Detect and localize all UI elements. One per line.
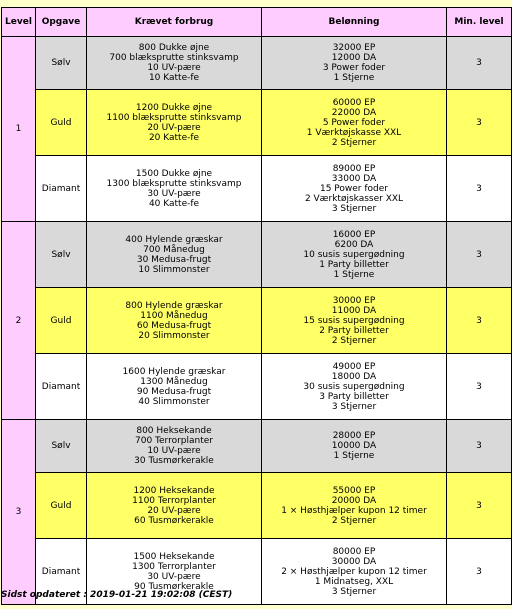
reward-cell [262, 473, 447, 539]
task-cell: Guld [36, 90, 87, 156]
task-cell: Sølv [36, 420, 87, 473]
required-item: 10 UV-pære [147, 446, 201, 456]
reward-item: 15 Power foder [319, 183, 388, 194]
required-item: 10 Slimmonster [138, 264, 210, 275]
table-row [2, 354, 512, 420]
reward-item: 1 Stjerne [333, 451, 375, 461]
last-updated: Sidst opdateret : 2019-01-21 19:02:08 (CEST) [1, 590, 233, 600]
required-item: 40 Katte-fe [148, 198, 200, 209]
reward-item: 1 × Høsthjælper kupon 12 timer [281, 505, 427, 516]
required-cell [87, 37, 262, 90]
required-item: 800 Hylende græskar [125, 300, 223, 311]
required-item: 20 UV-pære [147, 122, 201, 133]
header-level: Level [2, 8, 36, 37]
required-item: 1100 blæksprutte stinksvamp [106, 112, 242, 123]
header-reward: Belønning [262, 8, 447, 37]
required-item: 90 Medusa-frugt [136, 386, 212, 397]
header-task: Opgave [36, 8, 87, 37]
reward-item: 3 Stjerner [331, 586, 377, 597]
task-cell: Diamant [36, 354, 87, 420]
required-item: 30 Tusmørkerakle [134, 456, 214, 466]
required-item: 700 Månedug [143, 244, 205, 255]
reward-item: 33000 DA [331, 173, 377, 184]
required-item: 1200 Heksekande [133, 485, 215, 496]
reward-item: 55000 EP [332, 485, 376, 496]
table-row [2, 420, 512, 473]
level-cell: 3 [2, 420, 36, 605]
reward-cell [262, 90, 447, 156]
required-item: 30 UV-pære [147, 188, 201, 199]
table-row [2, 288, 512, 354]
reward-item: 3 Stjerner [331, 203, 377, 214]
table-row [2, 90, 512, 156]
reward-cell [262, 288, 447, 354]
required-item: 1500 Heksekande [133, 551, 215, 562]
reward-item: 1 Midnatseg, XXL [314, 576, 394, 587]
min-level-cell: 3 [447, 288, 512, 354]
min-level-cell: 3 [447, 354, 512, 420]
required-item: 40 Slimmonster [138, 396, 210, 407]
required-cell [87, 473, 262, 539]
reward-item: 10000 DA [331, 441, 377, 451]
min-level-cell: 3 [447, 420, 512, 473]
reward-item: 18000 DA [331, 371, 377, 382]
reward-item: 3 Party billetter [319, 391, 389, 402]
task-cell: Diamant [36, 156, 87, 222]
min-level-cell: 3 [447, 222, 512, 288]
header-row [2, 8, 512, 37]
reward-item: 2 × Høsthjælper kupon 12 timer [281, 566, 427, 577]
quest-table [1, 7, 512, 605]
required-item: 60 Medusa-frugt [136, 320, 212, 331]
required-item: 60 Tusmørkerakle [134, 515, 214, 526]
min-level-cell: 3 [447, 539, 512, 605]
reward-item: 1 Stjerne [333, 269, 375, 280]
required-item: 30 UV-pære [147, 571, 201, 582]
reward-item: 2 Stjerner [331, 335, 377, 346]
reward-item: 1 Stjerne [333, 73, 375, 83]
reward-cell [262, 420, 447, 473]
required-item: 1500 Dukke øjne [135, 168, 213, 179]
required-item: 1100 Månedug [140, 310, 208, 321]
min-level-cell: 3 [447, 473, 512, 539]
required-item: 1600 Hylende græskar [122, 366, 226, 377]
reward-item: 22000 DA [331, 107, 377, 118]
reward-item: 60000 EP [332, 97, 376, 108]
task-cell: Guld [36, 288, 87, 354]
task-cell: Diamant [36, 539, 87, 605]
table-row [2, 156, 512, 222]
reward-item: 15 susis supergødning [303, 315, 405, 326]
table-row [2, 222, 512, 288]
required-item: 1100 Terrorplanter [132, 495, 216, 506]
required-cell [87, 222, 262, 288]
task-cell: Guld [36, 473, 87, 539]
quest-body [2, 37, 512, 605]
required-item: 1300 blæksprutte stinksvamp [106, 178, 242, 189]
reward-item: 5 Power foder [322, 117, 386, 128]
reward-item: 10 susis supergødning [303, 249, 405, 260]
reward-item: 2 Stjerner [331, 515, 377, 526]
reward-item: 1 Værktøjskasse XXL [306, 127, 402, 138]
min-level-cell: 3 [447, 156, 512, 222]
min-level-cell: 3 [447, 90, 512, 156]
reward-cell [262, 222, 447, 288]
required-cell [87, 354, 262, 420]
required-item: 30 Medusa-frugt [136, 254, 212, 265]
required-item: 10 UV-pære [147, 63, 201, 73]
header-required: Krævet forbrug [87, 8, 262, 37]
reward-item: 30000 DA [331, 556, 377, 567]
reward-item: 30 susis supergødning [303, 381, 405, 392]
required-item: 90 Tusmørkerakle [134, 581, 214, 592]
table-row [2, 37, 512, 90]
reward-item: 6200 DA [334, 239, 374, 250]
level-cell: 2 [2, 222, 36, 420]
reward-item: 16000 EP [332, 229, 376, 240]
required-item: 1300 Månedug [140, 376, 208, 387]
reward-item: 12000 DA [331, 53, 377, 63]
table-row [2, 473, 512, 539]
reward-item: 2 Stjerner [331, 137, 377, 148]
reward-cell [262, 37, 447, 90]
reward-item: 2 Værktøjskasser XXL [304, 193, 404, 204]
reward-item: 11000 DA [331, 305, 377, 316]
reward-item: 49000 EP [332, 361, 376, 372]
required-item: 800 Heksekande [136, 426, 212, 436]
reward-item: 28000 EP [332, 431, 376, 441]
required-cell [87, 420, 262, 473]
reward-cell [262, 539, 447, 605]
reward-item: 2 Party billetter [319, 325, 389, 336]
required-item: 700 Terrorplanter [135, 436, 213, 446]
level-cell: 1 [2, 37, 36, 222]
required-cell [87, 156, 262, 222]
required-item: 20 Slimmonster [138, 330, 210, 341]
required-item: 1200 Dukke øjne [135, 102, 213, 113]
required-item: 800 Dukke øjne [138, 43, 210, 53]
task-cell: Sølv [36, 37, 87, 90]
reward-item: 3 Power foder [322, 63, 386, 73]
required-cell [87, 288, 262, 354]
required-item: 1300 Terrorplanter [132, 561, 216, 572]
required-item: 10 Katte-fe [148, 73, 200, 83]
reward-item: 30000 EP [332, 295, 376, 306]
required-item: 20 Katte-fe [148, 132, 200, 143]
header-min-level: Min. level [447, 8, 512, 37]
reward-item: 89000 EP [332, 163, 376, 174]
task-cell: Sølv [36, 222, 87, 288]
required-item: 20 UV-pære [147, 505, 201, 516]
reward-item: 1 Party billetter [319, 259, 389, 270]
required-item: 700 blæksprutte stinksvamp [109, 53, 239, 63]
min-level-cell: 3 [447, 37, 512, 90]
required-cell [87, 90, 262, 156]
reward-item: 20000 DA [331, 495, 377, 506]
reward-cell [262, 354, 447, 420]
reward-item: 3 Stjerner [331, 401, 377, 412]
required-item: 400 Hylende græskar [125, 234, 223, 245]
reward-item: 32000 EP [332, 43, 376, 53]
reward-item: 80000 EP [332, 546, 376, 557]
reward-cell [262, 156, 447, 222]
